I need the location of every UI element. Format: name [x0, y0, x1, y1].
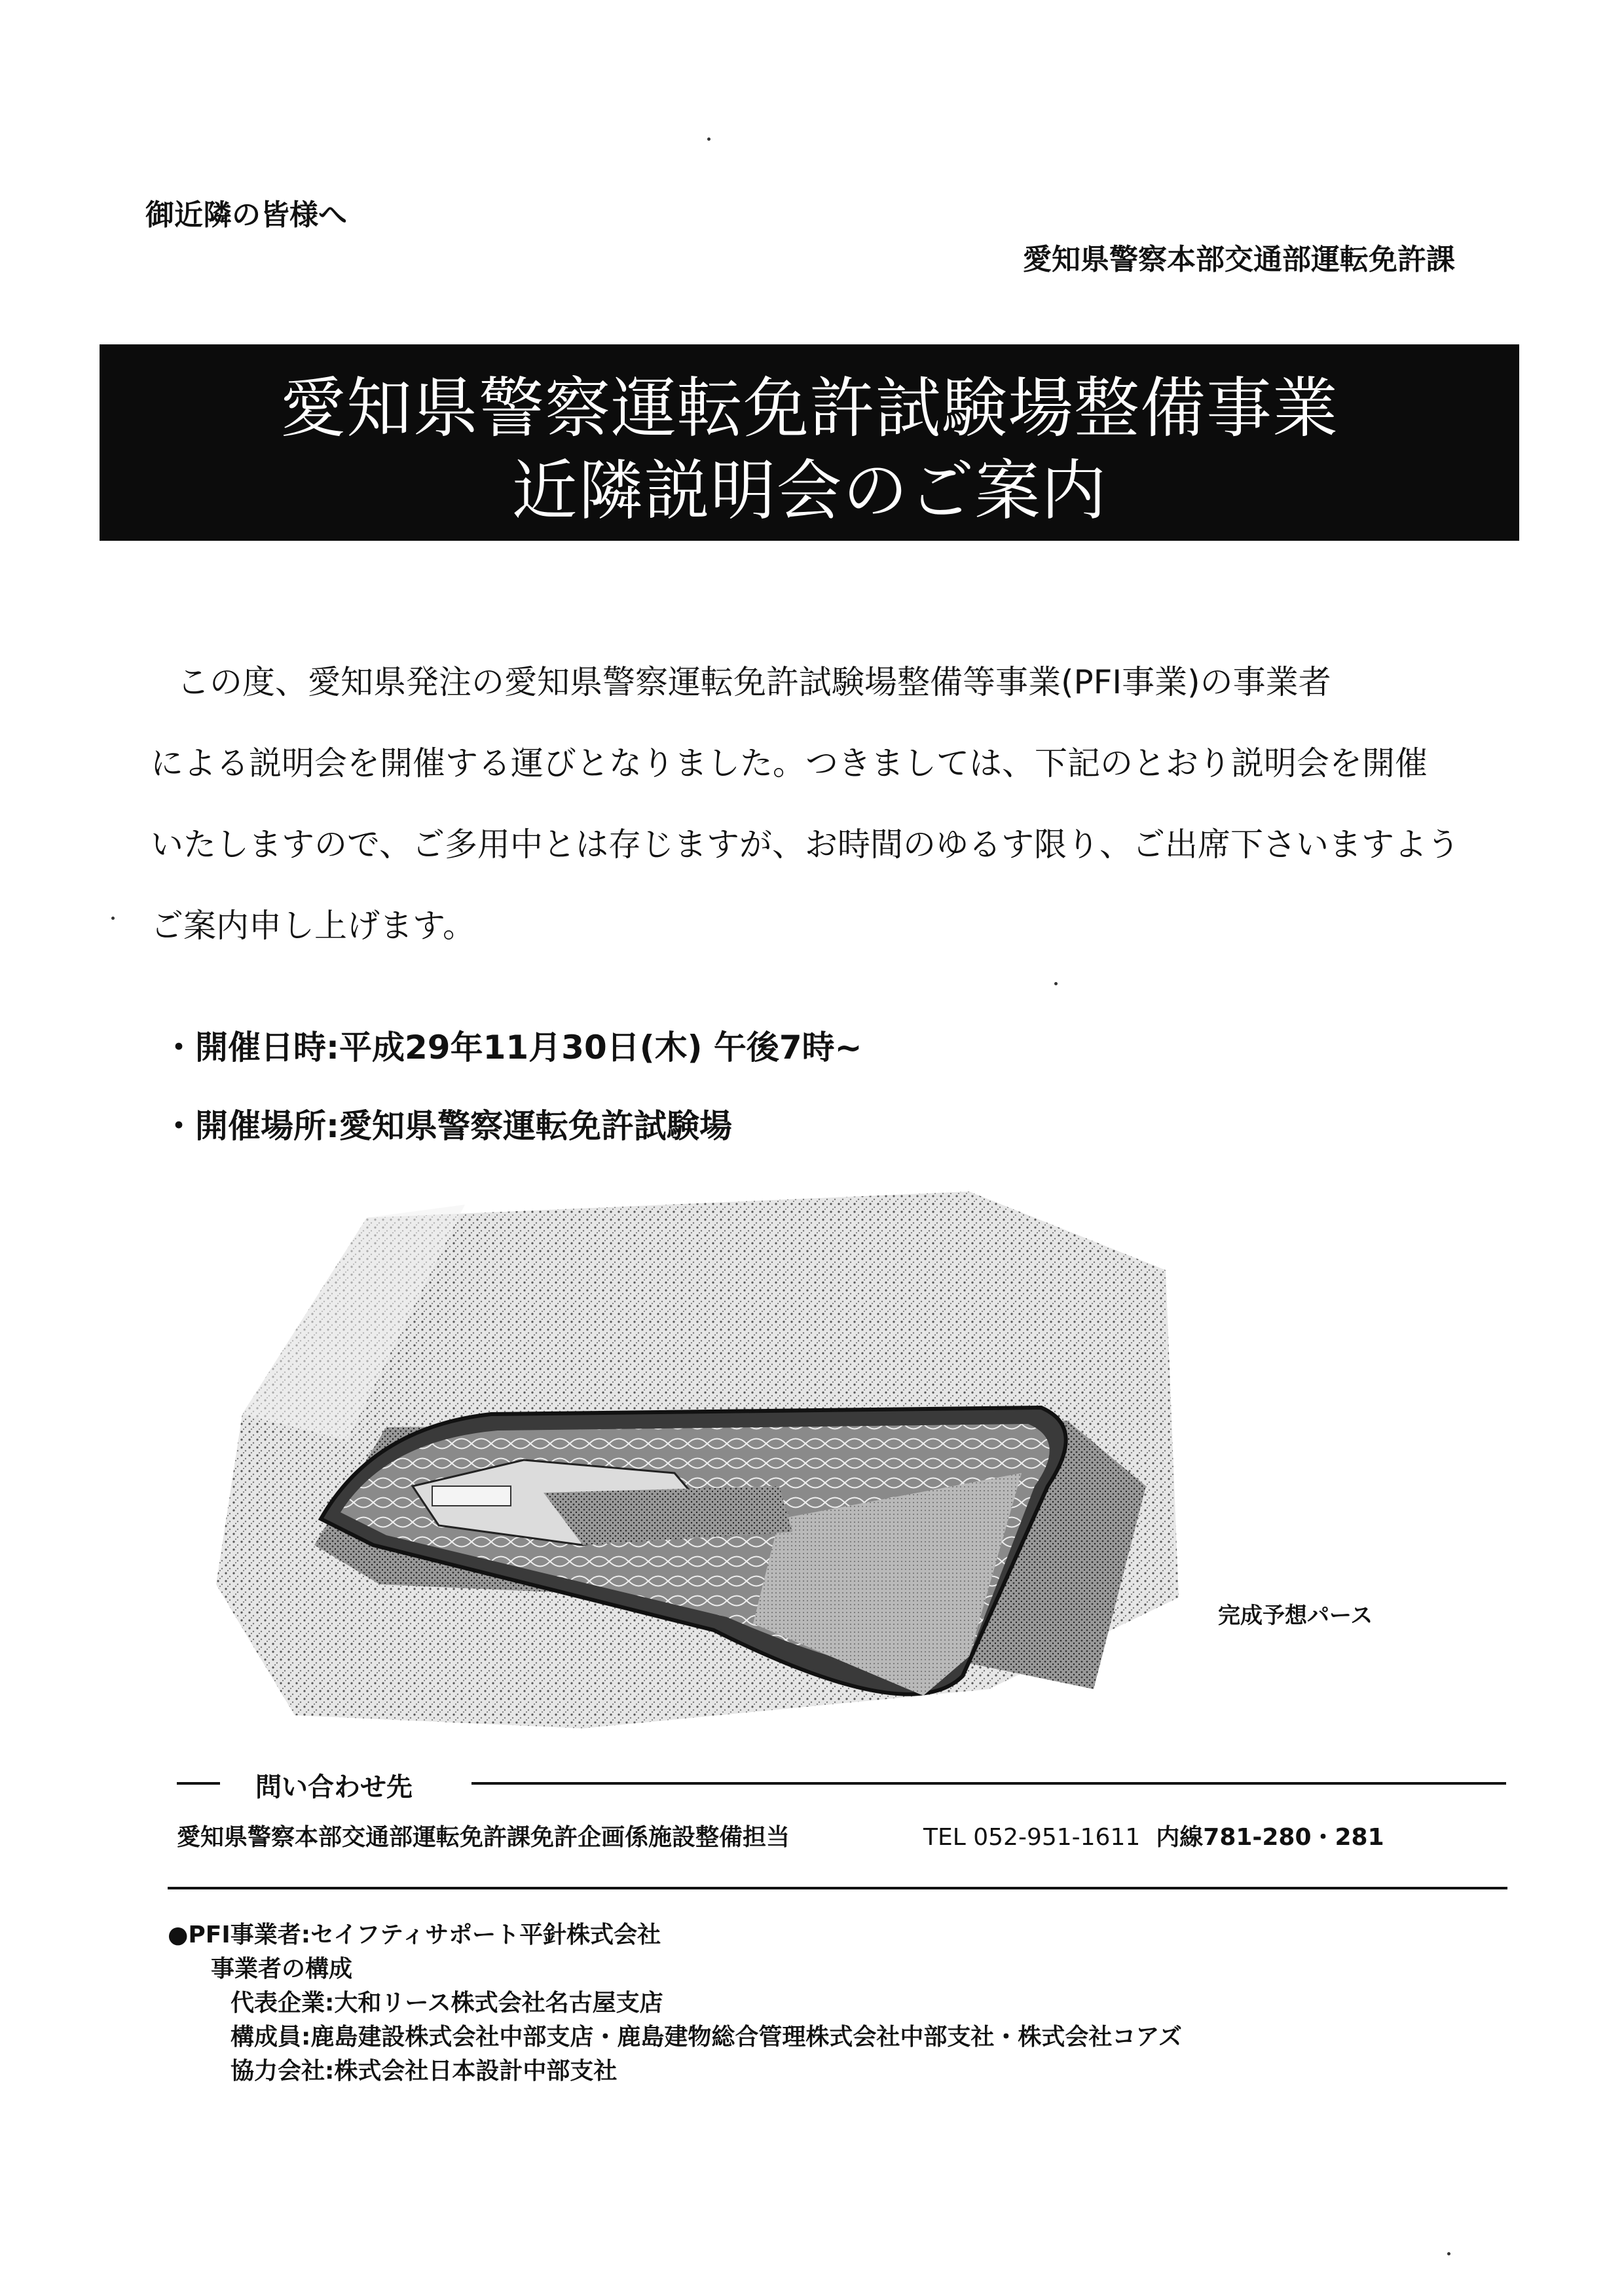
- pfi-cooperating: 協力会社:株式会社日本設計中部支社: [231, 2058, 618, 2085]
- pfi-operator: ●PFI事業者:セイフティサポート平針株式会社: [168, 1922, 661, 1948]
- aerial-rendering-image: [216, 1178, 1185, 1741]
- issuer: 愛知県警察本部交通部運転免許課: [1023, 243, 1455, 276]
- pfi-members: 構成員:鹿島建設株式会社中部支店・鹿島建物総合管理株式会社中部支社・株式会社コアズ: [231, 2024, 1182, 2050]
- title-line-1: 愛知県警察運転免許試験場整備事業: [280, 370, 1338, 446]
- contact-divider: [471, 1782, 1506, 1785]
- scan-speck: [111, 917, 115, 920]
- event-venue: ・開催場所:愛知県警察運転免許試験場: [162, 1107, 732, 1145]
- phone-number: TEL 052-951-1611: [923, 1824, 1141, 1851]
- title-banner: [100, 344, 1519, 541]
- body-line-3: いたしますので、ご多用中とは存じますが、お時間のゆるす限り、ご出席下さいますよう: [151, 826, 1460, 864]
- contact-department: 愛知県警察本部交通部運転免許課免許企画係施設整備担当: [177, 1824, 790, 1851]
- body-line-4: ご案内申し上げます。: [151, 907, 475, 945]
- event-datetime: ・開催日時:平成29年11月30日(木) 午後7時~: [162, 1029, 862, 1066]
- pfi-representative: 代表企業:大和リース株式会社名古屋支店: [231, 1990, 663, 2016]
- pfi-composition-label: 事業者の構成: [211, 1956, 353, 1982]
- greeting: 御近隣の皆様へ: [145, 198, 347, 232]
- phone-extension: 内線781-280・281: [1156, 1824, 1384, 1851]
- footer-divider: [168, 1887, 1507, 1889]
- scan-speck: [1447, 2252, 1450, 2255]
- image-caption: 完成予想パース: [1218, 1603, 1373, 1629]
- scan-speck: [1054, 982, 1058, 985]
- body-line-2: による説明会を開催する運びとなりました。つきましては、下記のとおり説明会を開催: [151, 744, 1428, 782]
- title-line-2: 近隣説明会のご案内: [511, 452, 1107, 529]
- contact-dash: [177, 1782, 220, 1785]
- contact-phone: [923, 1819, 1384, 1852]
- scan-speck: [707, 137, 710, 141]
- body-line-1: この度、愛知県発注の愛知県警察運転免許試験場整備等事業(PFI事業)の事業者: [177, 663, 1331, 701]
- contact-title: 問い合わせ先: [255, 1772, 413, 1802]
